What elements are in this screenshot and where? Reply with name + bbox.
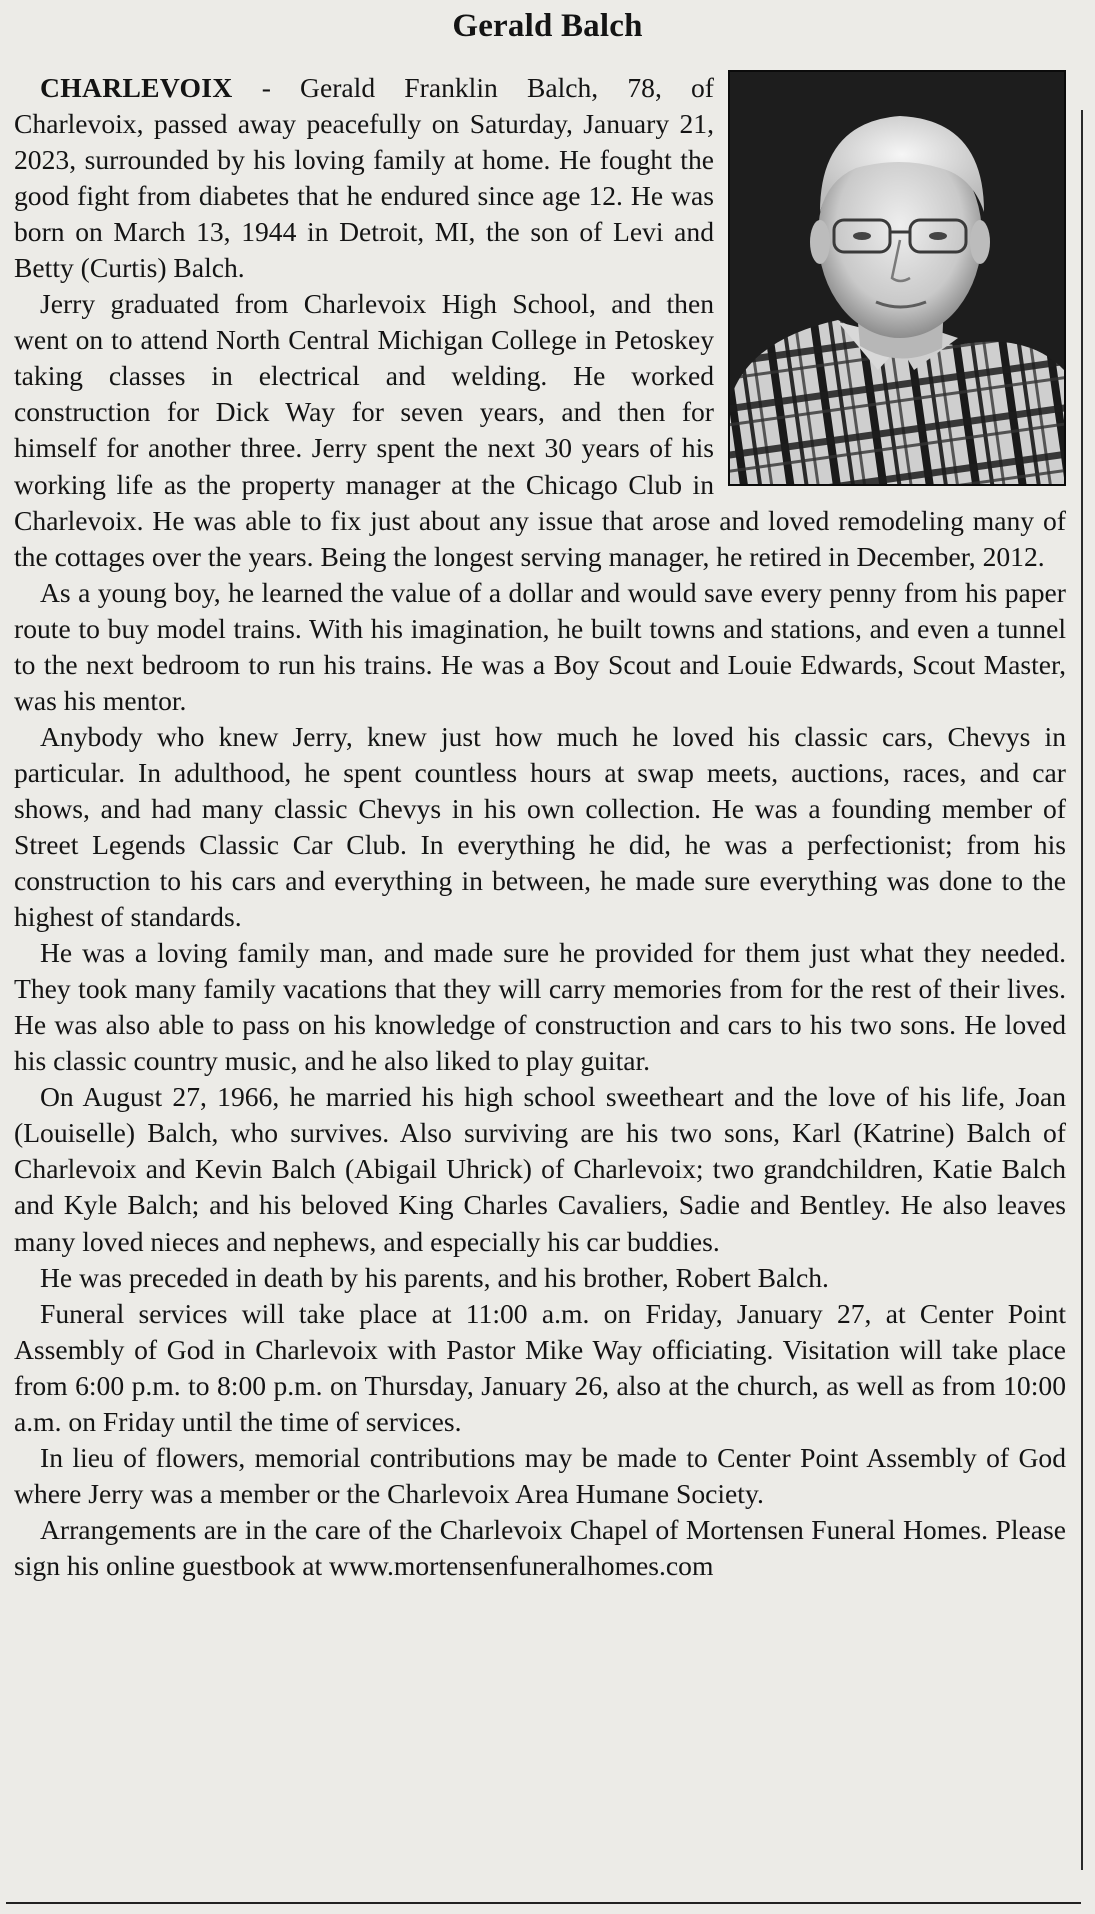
portrait-photo-image bbox=[728, 70, 1066, 486]
paragraph-4: Anybody who knew Jerry, knew just how much he loved his classic cars, Chevys in particular. In adulthood, he spent countless hours at swap meets, auctions, races, and car shows, and had many classic Chevys in his own collection. He was a founding member of Street Legends Classic Car Club. In everything he did, he was a perfectionist; from his construction to his cars and everything in between, he made sure everything was done to the highest of standards. bbox=[14, 720, 1066, 933]
obituary-article bbox=[14, 70, 1066, 1584]
paragraph-6: On August 27, 1966, he married his high school sweetheart and the love of his life, Joan (Louiselle) Balch, who survives. Also surviving are his two sons, Karl (Katrine) Balch of Charlevoix and Kevin Balch (Abigail Uhrick) of Charlevoix; two grandchildren, Katie Balch and Kyle Balch; and his beloved King Charles Cavaliers, Sadie and Bentley. He also leaves many loved nieces and nephews, and especially his car buddies. bbox=[14, 1081, 1066, 1257]
paragraph-3: As a young boy, he learned the value of a dollar and would save every penny from his paper route to buy model trains. With his imagination, he built towns and stations, and even a tunnel to the next bedroom to run his trains. He was a Boy Scout and Louie Edwards, Scout Master, was his mentor. bbox=[14, 576, 1066, 716]
paragraph-1: CHARLEVOIX - Gerald Franklin Balch, 78, of Charlevoix, passed away peacefully on Saturday, January 21, 2023, surrounded by his loving family at home. He fought the good fight from diabetes that he endured since age 12. He was born on March 13, 1944 in Detroit, MI, the son of Levi and Betty (Curtis) Balch. bbox=[14, 72, 714, 284]
paragraph-7: He was preceded in death by his parents, and his brother, Robert Balch. bbox=[40, 1261, 829, 1293]
dateline: CHARLEVOIX bbox=[40, 72, 233, 103]
paragraph-5: He was a loving family man, and made sure he provided for them just what they needed. They took many family vacations that they will carry memories from for the rest of their lives. He was also able to pass on his knowledge of construction and cars to his two sons. He loved his classic country music, and he also liked to play guitar. bbox=[14, 937, 1066, 1077]
paragraph-10: Arrangements are in the care of the Charlevoix Chapel of Mortensen Funeral Homes. Please sign his online guestbook at www.mortensenfuneralhomes.com bbox=[14, 1513, 1066, 1581]
portrait-photo bbox=[728, 70, 1066, 486]
obituary-title: Gerald Balch bbox=[452, 8, 643, 44]
column-rule-right bbox=[1081, 110, 1083, 1870]
paragraph-9: In lieu of flowers, memorial contributions may be made to Center Point Assembly of God where Jerry was a member or the Charlevoix Area Humane Society. bbox=[14, 1441, 1066, 1509]
paragraph-8: Funeral services will take place at 11:00 a.m. on Friday, January 27, at Center Point Assembly of God in Charlevoix with Pastor Mike Way officiating. Visitation will take place from 6:00 p.m. to 8:00 p.m. on Thursday, January 26, also at the church, as well as from 10:00 a.m. on Friday until the time of services. bbox=[14, 1297, 1066, 1437]
paragraph-2: Jerry graduated from Charlevoix High School, and then went on to attend North Central Michigan College in Petoskey taking classes in electrical and welding. He worked construction for Dick Way for seven years, and then for himself for another three. Jerry spent the next 30 years of his working life as the property manager at the Chicago Club in Charlevoix. He was able to fix just about any issue that arose and loved remodeling many of the cottages over the years. Being the longest serving manager, he retired in December, 2012. bbox=[14, 288, 1066, 572]
column-rule-bottom bbox=[6, 1902, 1081, 1904]
